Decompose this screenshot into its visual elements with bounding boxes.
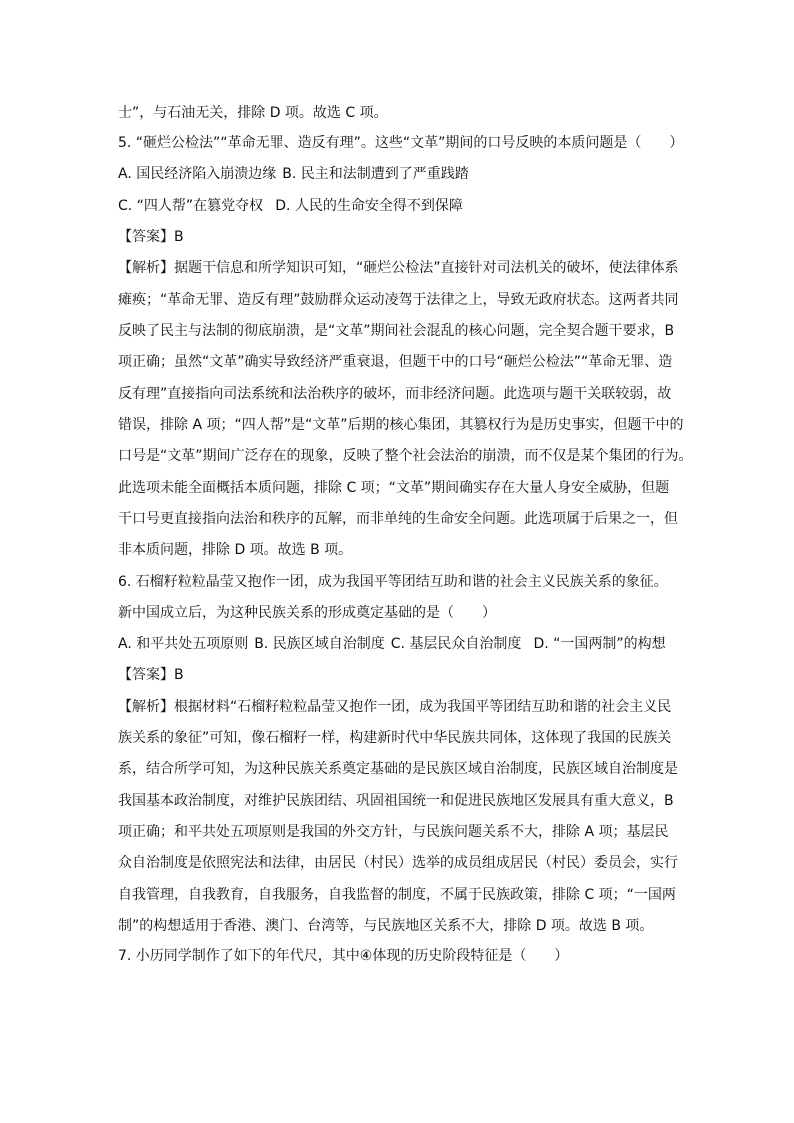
question-6-options-row [118, 634, 666, 654]
question-5-analysis-line: 非本质问题，排除 D 项。故选 B 项。 [118, 542, 353, 558]
question-5-analysis-line: 口号是“文革”期间广泛存在的现象，反映了整个社会法治的崩溃，而不仅是某个集团的行为。 [118, 448, 693, 464]
question-5-analysis-line: 瘫痪；“革命无罪、造反有理”鼓励群众运动凌驾于法律之上，导致无政府状态。这两者共同 [118, 292, 679, 308]
question-5-analysis-line: 干口号更直接指向法治和秩序的瓦解，而非单纯的生命安全问题。此选项属于后果之一，但 [118, 511, 678, 527]
question-6-option-d: D. “一国两制”的构想 [533, 636, 666, 652]
question-6-analysis-line: 项正确；和平共处五项原则是我国的外交方针，与民族问题关系不大，排除 A 项；基层民 [118, 824, 669, 840]
question-6-analysis-line: 系，结合所学可知，为这种民族关系奠定基础的是民族区域自治制度，民族区域自治制度是 [118, 761, 678, 777]
question-5-analysis-line: 【解析】据题干信息和所学知识可知，“砸烂公检法”直接针对司法机关的破坏，使法律体系 [118, 260, 679, 276]
question-6-analysis-line: 我国基本政治制度，对维护民族团结、巩固祖国统一和促进民族地区发展具有重大意义，B [118, 793, 674, 809]
question-5-stem: 5. “砸烂公检法”“革命无罪、造反有理”。这些“文革”期间的口号反映的本质问题是（ ） [118, 135, 684, 151]
question-5-option-c: C. “四人帮”在篡党夺权 [118, 198, 264, 214]
question-6-answer: 【答案】B [118, 667, 184, 683]
question-5-answer: 【答案】B [118, 229, 184, 245]
question-5-analysis-line: 项正确；虽然“文革”确实导致经济严重衰退，但题干中的口号“砸烂公检法”“革命无罪、造 [118, 354, 673, 370]
question-5-options-row-2 [118, 196, 463, 216]
question-5-analysis-line: 反映了民主与法制的彻底崩溃，是“文革”期间社会混乱的核心问题，完全契合题干要求，B [118, 323, 675, 339]
question-6-analysis-line: 【解析】根据材料“石榴籽粒粒晶莹又抱作一团，成为我国平等团结互助和谐的社会主义民 [118, 699, 672, 715]
question-5-option-a: A. 国民经济陷入崩溃边缘 [118, 166, 277, 182]
question-6-stem: 6. 石榴籽粒粒晶莹又抱作一团，成为我国平等团结互助和谐的社会主义民族关系的象征。 [118, 574, 668, 590]
question-6-stem-continued: 新中国成立后，为这种民族关系的形成奠定基础的是（ ） [118, 605, 496, 621]
question-6-analysis-line: 族关系的象征”可知，像石榴籽一样，构建新时代中华民族共同体，这体现了我国的民族关 [118, 730, 672, 746]
question-6-analysis-line: 众自治制度是依照宪法和法律，由居民（村民）选举的成员组成居民（村民）委员会，实行 [118, 855, 678, 871]
question-6-option-b: B. 民族区域自治制度 [254, 636, 385, 652]
question-6-analysis-line: 制”的构想适用于香港、澳门、台湾等，与民族地区关系不大，排除 D 项。故选 B 项。 [118, 918, 654, 934]
question-5-option-d: D. 人民的生命安全得不到保障 [275, 198, 463, 214]
question-5-analysis-line: 反有理”直接指向司法系统和法治秩序的破坏，而非经济问题。此选项与题干关联较弱，故 [118, 386, 672, 402]
question-6-option-a: A. 和平共处五项原则 [118, 636, 249, 652]
question-6-analysis-line: 自我管理，自我教育，自我服务，自我监督的制度，不属于民族政策，排除 C 项；“一国两 [118, 887, 676, 903]
question-6-option-c: C. 基层民众自治制度 [390, 636, 522, 652]
question-5-analysis-line: 错误，排除 A 项；“四人帮”是“文革”后期的核心集团，其篡权行为是历史事实，但题干中的 [118, 417, 684, 433]
question-5-analysis-line: 此选项未能全面概括本质问题，排除 C 项；“文革”期间确实存在大量人身安全威胁，但题 [118, 480, 670, 496]
question-5-option-b: B. 民主和法制遭到了严重践踏 [282, 166, 469, 182]
question-7-stem: 7. 小历同学制作了如下的年代尺，其中④体现的历史阶段特征是（ ） [118, 948, 569, 964]
text-line: 士”，与石油无关，排除 D 项。故选 C 项。 [118, 105, 388, 121]
question-5-options-row-1 [118, 164, 469, 184]
